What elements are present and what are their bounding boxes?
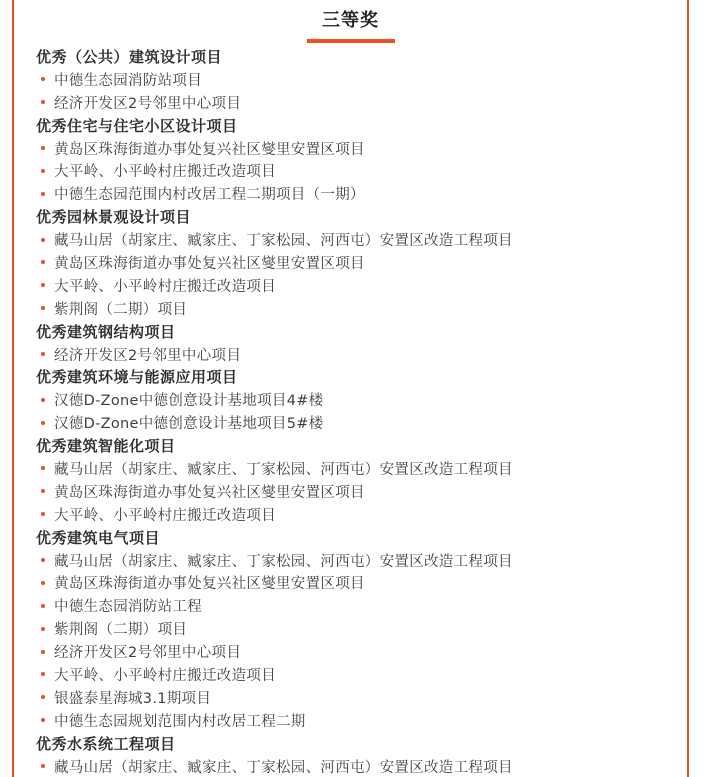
project-list-item [36, 388, 677, 411]
bullet-icon [41, 352, 45, 356]
project-list [36, 457, 677, 526]
project-list-item [36, 686, 677, 709]
project-name: 中德生态园范围内村改居工程二期项目（一期） [54, 187, 365, 204]
project-name: 中德生态园消防站项目 [54, 72, 202, 89]
award-category-section [36, 732, 677, 777]
award-category-section [36, 205, 677, 319]
bullet-icon [41, 283, 45, 287]
project-list-item [36, 480, 677, 503]
bullet-icon [41, 512, 45, 516]
bullet-icon [41, 421, 45, 425]
project-name: 黄岛区珠海街道办事处复兴社区燮里安置区项目 [54, 141, 365, 158]
project-name: 藏马山居（胡家庄、臧家庄、丁家松园、河西屯）安置区改造工程项目 [54, 233, 513, 250]
project-list-item [36, 91, 677, 114]
project-name: 藏马山居（胡家庄、臧家庄、丁家松园、河西屯）安置区改造工程项目 [54, 553, 513, 570]
bullet-icon [41, 581, 45, 585]
project-list-item [36, 411, 677, 434]
category-heading: 优秀园林景观设计项目 [36, 208, 192, 227]
prize-title-block [14, 0, 687, 43]
project-name: 藏马山居（胡家庄、臧家庄、丁家松园、河西屯）安置区改造工程项目 [54, 759, 513, 776]
project-name: 大平岭、小平岭村庄搬迁改造项目 [54, 507, 276, 524]
award-category-section [36, 526, 677, 732]
project-list [36, 549, 677, 732]
project-list-item [36, 457, 677, 480]
project-list [36, 755, 677, 777]
project-name: 汉德D-Zone中德创意设计基地项目5#楼 [54, 416, 324, 433]
project-list [36, 388, 677, 434]
project-name: 经济开发区2号邻里中心项目 [54, 347, 242, 364]
project-list [36, 68, 677, 114]
bullet-icon [41, 260, 45, 264]
category-heading: 优秀（公共）建筑设计项目 [36, 47, 223, 66]
award-sections-list [14, 45, 687, 777]
prize-title: 三等奖 [322, 10, 379, 31]
project-list-item [36, 617, 677, 640]
project-list-item [36, 137, 677, 160]
project-list-item [36, 755, 677, 777]
bullet-icon [41, 77, 45, 81]
project-name: 经济开发区2号邻里中心项目 [54, 645, 242, 662]
project-name: 大平岭、小平岭村庄搬迁改造项目 [54, 164, 276, 181]
project-list-item [36, 709, 677, 732]
project-list-item [36, 663, 677, 686]
project-name: 汉德D-Zone中德创意设计基地项目4#楼 [54, 393, 324, 410]
project-name: 大平岭、小平岭村庄搬迁改造项目 [54, 278, 276, 295]
category-heading: 优秀建筑电气项目 [36, 528, 161, 547]
project-list-item [36, 274, 677, 297]
bullet-icon [41, 306, 45, 310]
award-category-section [36, 45, 677, 114]
project-list-item [36, 68, 677, 91]
project-name: 大平岭、小平岭村庄搬迁改造项目 [54, 667, 276, 684]
category-heading: 优秀建筑智能化项目 [36, 437, 176, 456]
project-list-item [36, 251, 677, 274]
project-name: 黄岛区珠海街道办事处复兴社区燮里安置区项目 [54, 484, 365, 501]
bullet-icon [41, 558, 45, 562]
project-list [36, 228, 677, 320]
bullet-icon [41, 764, 45, 768]
project-list-item [36, 343, 677, 366]
award-category-section [36, 320, 677, 366]
project-name: 中德生态园消防站工程 [54, 599, 202, 616]
project-list [36, 343, 677, 366]
project-name: 紫荆阁（二期）项目 [54, 622, 188, 639]
bullet-icon [41, 192, 45, 196]
award-content-box [12, 0, 689, 777]
title-underline [307, 39, 395, 43]
bullet-icon [41, 169, 45, 173]
bullet-icon [41, 627, 45, 631]
project-list-item [36, 549, 677, 572]
bullet-icon [41, 489, 45, 493]
project-name: 中德生态园规划范围内村改居工程二期 [54, 713, 306, 730]
bullet-icon [41, 650, 45, 654]
bullet-icon [41, 100, 45, 104]
project-list-item [36, 594, 677, 617]
project-list-item [36, 640, 677, 663]
bullet-icon [41, 238, 45, 242]
project-list-item [36, 182, 677, 205]
bullet-icon [41, 466, 45, 470]
award-category-section [36, 365, 677, 434]
project-name: 黄岛区珠海街道办事处复兴社区燮里安置区项目 [54, 576, 365, 593]
project-list [36, 137, 677, 206]
bullet-icon [41, 695, 45, 699]
project-name: 经济开发区2号邻里中心项目 [54, 95, 242, 112]
project-name: 藏马山居（胡家庄、臧家庄、丁家松园、河西屯）安置区改造工程项目 [54, 461, 513, 478]
bullet-icon [41, 672, 45, 676]
project-list-item [36, 571, 677, 594]
project-list-item [36, 228, 677, 251]
project-name: 紫荆阁（二期）项目 [54, 301, 188, 318]
category-heading: 优秀住宅与住宅小区设计项目 [36, 116, 238, 135]
category-heading: 优秀建筑环境与能源应用项目 [36, 368, 238, 387]
project-list-item [36, 503, 677, 526]
category-heading: 优秀水系统工程项目 [36, 734, 176, 753]
bullet-icon [41, 718, 45, 722]
project-name: 黄岛区珠海街道办事处复兴社区燮里安置区项目 [54, 255, 365, 272]
bullet-icon [41, 604, 45, 608]
bullet-icon [41, 146, 45, 150]
project-list-item [36, 159, 677, 182]
award-category-section [36, 114, 677, 206]
category-heading: 优秀建筑钢结构项目 [36, 322, 176, 341]
project-list-item [36, 297, 677, 320]
award-category-section [36, 434, 677, 526]
bullet-icon [41, 398, 45, 402]
project-name: 银盛泰星海城3.1期项目 [54, 690, 212, 707]
